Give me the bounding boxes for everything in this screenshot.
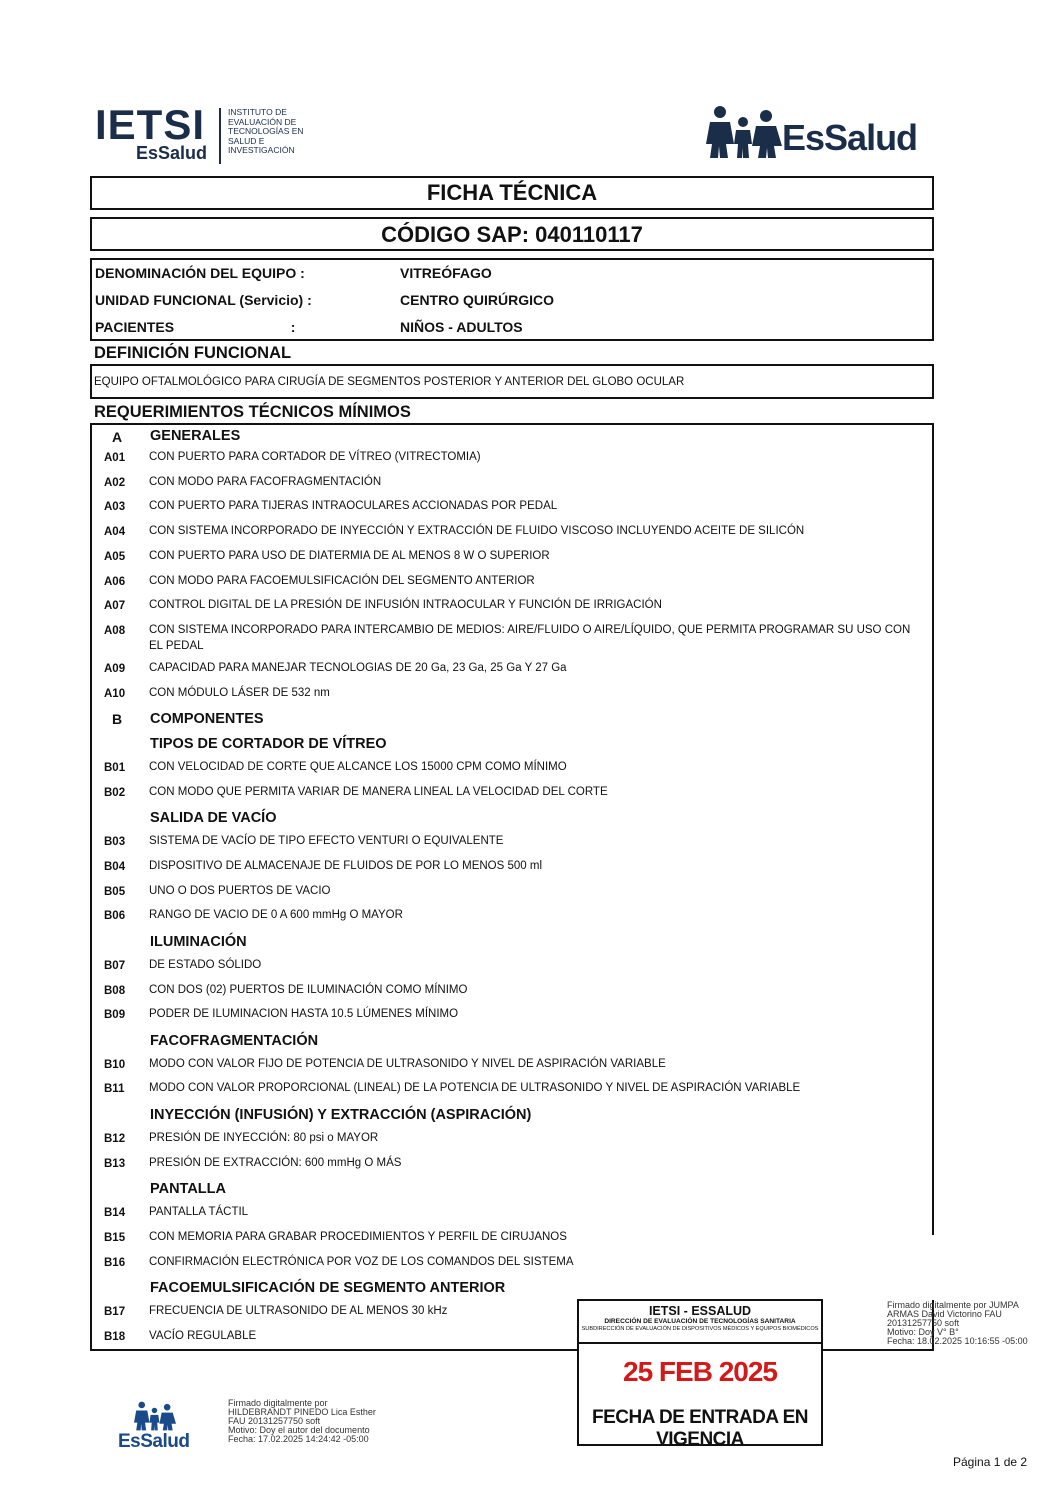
sap-code: CÓDIGO SAP: 040110117 [90,217,934,251]
signature-line: 20131257750 soft [887,1318,960,1328]
stamp-divider [579,1342,821,1344]
item-code: B09 [104,1009,126,1021]
item-code: A10 [104,688,126,700]
item-text: PRESIÓN DE INYECCIÓN: 80 psi o MAYOR [149,1132,379,1144]
item-text: SISTEMA DE VACÍO DE TIPO EFECTO VENTURI O EQUIVALENTE [149,835,504,847]
item-text: FRECUENCIA DE ULTRASONIDO DE AL MENOS 30 kHz [149,1305,448,1317]
validity-stamp [577,1299,823,1450]
table-border [90,423,934,425]
subheading-inyeccion: INYECCIÓN (INFUSIÓN) Y EXTRACCIÓN (ASPIRACIÓN) [150,1107,532,1123]
item-code: A04 [104,526,126,538]
group-letter-a: A [112,429,123,445]
item-code: B04 [104,861,126,873]
ietsi-description [228,108,318,156]
info-value-unidad: CENTRO QUIRÚRGICO [400,292,554,308]
subheading-facofragmentacion: FACOFRAGMENTACIÓN [150,1033,319,1049]
ietsi-desc-line: EVALUACIÓN DE [228,116,297,127]
item-text: MODO CON VALOR FIJO DE POTENCIA DE ULTRASONIDO Y NIVEL DE ASPIRACIÓN VARIABLE [149,1058,666,1070]
item-text: CONTROL DIGITAL DE LA PRESIÓN DE INFUSIÓN INTRAOCULAR Y FUNCIÓN DE IRRIGACIÓN [149,599,662,611]
item-code: B15 [104,1232,126,1244]
item-code: B17 [104,1306,126,1318]
item-code: A07 [104,600,126,612]
subheading-pantalla: PANTALLA [150,1181,226,1197]
group-title-componentes: COMPONENTES [150,711,264,727]
item-code: B06 [104,910,126,922]
info-value-pacientes: NIÑOS - ADULTOS [400,319,523,335]
item-text: CON PUERTO PARA USO DE DIATERMIA DE AL MENOS 8 W O SUPERIOR [149,550,550,562]
ietsi-desc-line: INVESTIGACIÓN [228,145,295,156]
signature-line: Firmado digitalmente por JUMPA [887,1300,1019,1310]
table-border [90,1349,577,1351]
item-text: VACÍO REGULABLE [149,1330,257,1342]
item-text: CONFIRMACIÓN ELECTRÓNICA POR VOZ DE LOS COMANDOS DEL SISTEMA [149,1256,574,1268]
digital-signature-left [228,1399,428,1444]
signature-line: HILDEBRANDT PINEDO Lica Esther [228,1407,376,1417]
essalud-family-icon [706,104,782,160]
item-code: A05 [104,551,126,563]
info-label-unidad: UNIDAD FUNCIONAL (Servicio) : [95,292,312,308]
item-code: A03 [104,501,126,513]
subheading-iluminacion: ILUMINACIÓN [150,934,247,950]
item-code: B16 [104,1257,126,1269]
item-code: B18 [104,1331,126,1343]
signature-line: Fecha: 17.02.2025 14:24:42 -05:00 [228,1434,369,1444]
stamp-date: 25 FEB 2025 [623,1356,777,1387]
signature-line: Firmado digitalmente por [228,1398,328,1408]
signature-line: Motivo: Doy V° B° [887,1327,959,1337]
requerimientos-heading: REQUERIMIENTOS TÉCNICOS MÍNIMOS [94,403,411,421]
item-code: B01 [104,762,126,774]
ietsi-desc-line: INSTITUTO DE [228,107,287,117]
item-text: CON MODO PARA FACOEMULSIFICACIÓN DEL SEGMENTO ANTERIOR [149,575,535,587]
item-text: CON SISTEMA INCORPORADO PARA INTERCAMBIO DE MEDIOS: AIRE/FLUIDO O AIRE/LÍQUIDO, QUE PERMITA PROGRAMAR SU USO CON EL PEDAL [149,624,911,652]
item-text: PANTALLA TÁCTIL [149,1206,249,1218]
stamp-direction: DIRECCIÓN DE EVALUACIÓN DE TECNOLOGÍAS SANITARIA [604,1318,796,1325]
group-title-generales: GENERALES [150,428,241,444]
definicion-box [90,364,934,399]
item-text: CON MEMORIA PARA GRABAR PROCEDIMIENTOS Y PERFIL DE CIRUJANOS [149,1231,567,1243]
page-number: Página 1 de 2 [953,1455,1028,1469]
ietsi-logo: IETSI [95,101,206,148]
definicion-heading: DEFINICIÓN FUNCIONAL [94,344,292,362]
item-text: CON MÓDULO LÁSER DE 532 nm [149,687,330,699]
item-code: B05 [104,886,126,898]
item-text: CON DOS (02) PUERTOS DE ILUMINACIÓN COMO MÍNIMO [149,984,468,996]
document-title: FICHA TÉCNICA [90,176,934,210]
item-text: MODO CON VALOR PROPORCIONAL (LINEAL) DE LA POTENCIA DE ULTRASONIDO Y NIVEL DE ASPIRACIÓN VARIABLE [149,1082,801,1094]
stamp-subdirection: SUBDIRECCIÓN DE EVALUACIÓN DE DISPOSITIVOS MÉDICOS Y EQUIPOS BIOMÉDICOS [581,1326,819,1332]
item-code: B02 [104,787,126,799]
ietsi-logo-separator [219,108,221,164]
table-border [822,1349,934,1351]
item-text: PRESIÓN DE EXTRACCIÓN: 600 mmHg O MÁS [149,1157,402,1169]
essalud-footer-family-icon [134,1400,176,1432]
item-text: CON MODO QUE PERMITA VARIAR DE MANERA LINEAL LA VELOCIDAD DEL CORTE [149,786,608,798]
table-border [932,423,934,1235]
ietsi-desc-line: TECNOLOGÍAS EN [228,126,304,137]
item-text: CON SISTEMA INCORPORADO DE INYECCIÓN Y EXTRACCIÓN DE FLUIDO VISCOSO INCLUYENDO ACEITE DE SILICÓN [149,525,805,537]
stamp-title: IETSI - ESSALUD [648,1304,752,1318]
subheading-facoemulsificacion: FACOEMULSIFICACIÓN DE SEGMENTO ANTERIOR [150,1280,506,1296]
signature-line: Fecha: 18.02.2025 10:16:55 -05:00 [887,1336,1028,1346]
subheading-cortador: TIPOS DE CORTADOR DE VÍTREO [150,736,387,752]
item-code: B13 [104,1158,126,1170]
item-code: B14 [104,1207,126,1219]
table-border [90,423,92,1351]
item-code: A02 [104,477,126,489]
item-code: A08 [104,625,126,637]
digital-signature-right [887,1301,1052,1346]
definicion-text: EQUIPO OFTALMOLÓGICO PARA CIRUGÍA DE SEGMENTOS POSTERIOR Y ANTERIOR DEL GLOBO OCULAR [94,376,685,388]
info-value-denominacion: VITREÓFAGO [400,265,492,281]
item-text: UNO O DOS PUERTOS DE VACIO [149,885,331,897]
essalud-logo: EsSalud [782,117,918,158]
info-label-denominacion: DENOMINACIÓN DEL EQUIPO : [95,265,305,281]
item-code: A01 [104,452,126,464]
subheading-vacio: SALIDA DE VACÍO [150,810,277,826]
signature-line: ARMAS David Victorino FAU [887,1309,1002,1319]
item-text: DE ESTADO SÓLIDO [149,959,262,971]
signature-line: Motivo: Doy el autor del documento [228,1425,370,1435]
signature-line: FAU 20131257750 soft [228,1416,321,1426]
item-text: PODER DE ILUMINACION HASTA 10.5 LÚMENES MÍNIMO [149,1008,459,1020]
essalud-footer-logo: EsSalud [118,1431,190,1452]
item-code: B03 [104,836,126,848]
ietsi-desc-line: SALUD E [228,135,265,146]
item-code: B10 [104,1059,126,1071]
item-text: RANGO DE VACIO DE 0 A 600 mmHg O MAYOR [149,909,403,921]
item-code: B08 [104,985,126,997]
item-code: A06 [104,576,126,588]
equipment-info [90,258,934,341]
item-text: CON PUERTO PARA TIJERAS INTRAOCULARES ACCIONADAS POR PEDAL [149,500,558,512]
info-label-pacientes: PACIENTES : [95,319,296,335]
ietsi-essalud-label: EsSalud [136,143,208,163]
item-code: A09 [104,663,126,675]
item-text: CON PUERTO PARA CORTADOR DE VÍTREO (VITRECTOMIA) [149,451,481,463]
item-code: B11 [104,1083,125,1095]
item-text: CAPACIDAD PARA MANEJAR TECNOLOGIAS DE 20 Ga, 23 Ga, 25 Ga Y 27 Ga [149,662,567,674]
item-text: DISPOSITIVO DE ALMACENAJE DE FLUIDOS DE POR LO MENOS 500 ml [149,860,543,872]
item-text: CON MODO PARA FACOFRAGMENTACIÓN [149,476,382,488]
stamp-label: FECHA DE ENTRADA EN VIGENCIA [591,1407,809,1450]
item-text: CON VELOCIDAD DE CORTE QUE ALCANCE LOS 15000 CPM COMO MÍNIMO [149,761,567,773]
item-code: B07 [104,960,126,972]
group-letter-b: B [112,711,123,727]
item-code: B12 [104,1133,126,1145]
